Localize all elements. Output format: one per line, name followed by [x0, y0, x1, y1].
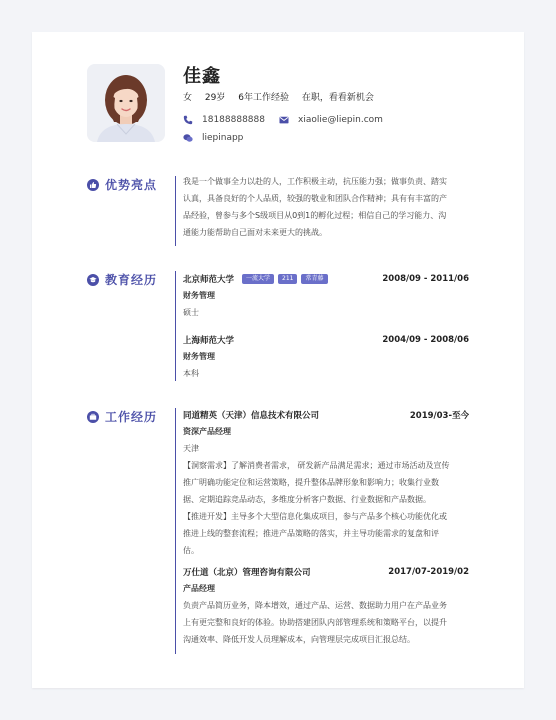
resume-page: [32, 32, 524, 688]
advantages-line: 通能力能帮助自己面对未来更大的挑战。: [183, 228, 327, 237]
work-period: 2019/03-至今: [409, 411, 469, 421]
school-tag: 211: [278, 274, 297, 284]
education-degree: 本科: [183, 369, 199, 378]
education-item: [183, 333, 469, 347]
advantages-line: 品经验，曾参与多个S级项目从0到1的孵化过程；相信自己的学习能力、沟: [183, 211, 447, 220]
gender: 女: [183, 93, 193, 103]
work-period: 2017/07-2019/02: [388, 567, 469, 577]
job-description-line: 【洞察需求】了解消费者需求， 研发新产品满足需求；通过市场活动及宣传: [183, 461, 450, 470]
school-name: 北京师范大学: [183, 275, 235, 285]
age: 29岁: [204, 93, 226, 103]
job-description-line: 估。: [183, 546, 199, 555]
work-item: [183, 408, 469, 422]
work-content: [183, 408, 469, 648]
education-degree: 硕士: [183, 308, 199, 317]
section-divider-education: [175, 271, 176, 381]
education-major: 财务管理: [183, 352, 215, 361]
section-title-work: 工作经历: [87, 408, 157, 425]
work-experience: 6年工作经验: [238, 93, 289, 103]
thumbs-up-icon: [87, 179, 99, 191]
job-description-line: 推广明确功能定位和运营策略，提升整体品牌形象和影响力；收集行业数: [183, 478, 439, 487]
graduation-cap-icon: [87, 274, 99, 286]
candidate-meta: [183, 90, 384, 103]
contact-wechat[interactable]: [183, 133, 243, 143]
section-title-advantages: 优势亮点: [87, 176, 157, 193]
job-title: 产品经理: [183, 584, 215, 593]
email-address: xiaolie@liepin.com: [298, 115, 383, 125]
advantages-content: [183, 173, 469, 241]
job-title: 资深产品经理: [183, 427, 231, 436]
advantages-line: 认真，具备良好的个人品质，较强的敬业和团队合作精神；具有有丰富的产: [183, 194, 447, 203]
contact-phone[interactable]: [183, 115, 265, 125]
briefcase-icon: [87, 411, 99, 423]
job-location: 天津: [183, 444, 199, 453]
job-description-line: 据、定期追踪竞品动态，多维度分析客户数据、行业数据和产品数据。: [183, 495, 431, 504]
phone-number: 18188888888: [202, 115, 265, 125]
school-tag: 常青藤: [301, 274, 327, 284]
avatar: [87, 64, 165, 142]
job-description-line: 负责产品简历业务，降本增效，通过产品、运营、数据助力用户在产品业务: [183, 601, 447, 610]
phone-icon: [183, 115, 193, 125]
work-item: [183, 565, 469, 579]
education-content: [183, 272, 469, 382]
advantages-line: 我是一个做事全力以赴的人，工作积极主动，抗压能力强；做事负责、踏实: [183, 177, 447, 186]
section-title-education: 教育经历: [87, 271, 157, 288]
company-name: 万仕道（北京）管理咨询有限公司: [183, 568, 311, 578]
education-major: 财务管理: [183, 291, 215, 300]
wechat-id: liepinapp: [202, 133, 244, 143]
section-divider-work: [175, 408, 176, 654]
mail-icon: [279, 115, 289, 125]
job-description-line: 沟通效率、降低开发人员理解成本，向管理层完成项目汇报总结。: [183, 635, 415, 644]
school-name: 上海师范大学: [183, 336, 235, 346]
company-name: 同道精英（天津）信息技术有限公司: [183, 411, 320, 421]
job-status: 在职，看看新机会: [301, 93, 374, 103]
education-item: [183, 272, 469, 286]
chat-icon: [183, 133, 193, 143]
contact-email[interactable]: [279, 115, 383, 125]
job-description-line: 【推进开发】主导多个大型信息化集成项目，参与产品多个核心功能优化或: [183, 512, 447, 521]
job-description-line: 上有更完整和良好的体验。协助搭建团队内部管理系统和策略平台，以提升: [183, 618, 447, 627]
section-divider-advantages: [175, 176, 176, 246]
school-tag: 一流大学: [242, 274, 274, 284]
candidate-name: 佳鑫: [183, 66, 221, 87]
education-period: 2004/09 - 2008/06: [382, 335, 469, 345]
education-period: 2008/09 - 2011/06: [382, 274, 469, 284]
job-description-line: 推进上线的整套流程；推进产品策略的落实，并主导功能需求的复盘和评: [183, 529, 439, 538]
avatar-portrait: [87, 64, 165, 142]
